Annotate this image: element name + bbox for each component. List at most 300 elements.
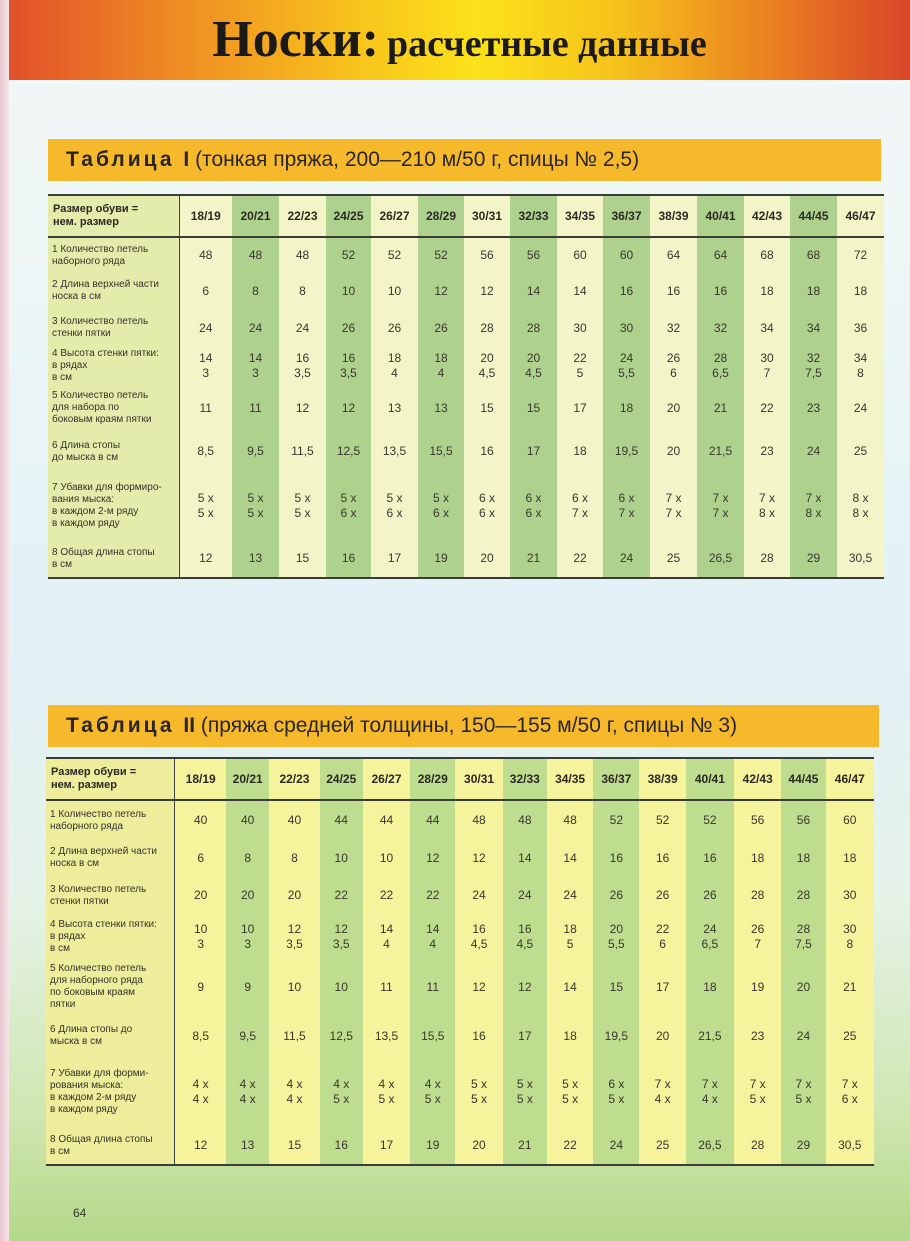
value-cell: 30,5: [826, 1127, 874, 1165]
size-header-cell: 28/29: [418, 195, 464, 237]
value-cell: 56: [510, 237, 557, 273]
value-cell: 48: [232, 237, 279, 273]
value-cell: 20 4,5: [510, 347, 557, 385]
value-cell: 5 x 5 x: [547, 1057, 593, 1127]
row-label: 4 Высота стенки пятки: в рядах в см: [48, 347, 179, 385]
value-cell: 10: [363, 840, 410, 876]
value-cell: 29: [790, 540, 837, 578]
value-cell: 6 x 5 x: [593, 1057, 639, 1127]
value-cell: 7 x 7 x: [650, 472, 697, 540]
value-cell: 12: [455, 840, 502, 876]
value-cell: 24: [455, 876, 502, 915]
table-row: [48, 540, 884, 578]
size-header-cell: 22/23: [269, 758, 319, 800]
value-cell: 60: [557, 237, 603, 273]
row-label: 8 Общая длина стопы в см: [48, 540, 179, 578]
value-cell: 8: [232, 273, 279, 309]
value-cell: 34 8: [837, 347, 884, 385]
value-cell: 17: [510, 431, 557, 472]
value-cell: 17: [363, 1127, 410, 1165]
value-cell: 19: [734, 959, 781, 1015]
table-1-roman: I: [183, 148, 190, 171]
value-cell: 16 4,5: [455, 915, 502, 959]
table-2: [46, 757, 874, 1166]
value-cell: 14 4: [363, 915, 410, 959]
value-cell: 18: [826, 840, 874, 876]
value-cell: 26: [686, 876, 734, 915]
value-cell: 5 x 5 x: [232, 472, 279, 540]
value-cell: 15: [269, 1127, 319, 1165]
value-cell: 7 x 4 x: [639, 1057, 685, 1127]
value-cell: 24 6,5: [686, 915, 734, 959]
value-cell: 52: [593, 800, 639, 840]
size-header-cell: 40/41: [686, 758, 734, 800]
value-cell: 44: [320, 800, 363, 840]
value-cell: 18 5: [547, 915, 593, 959]
value-cell: 14 3: [232, 347, 279, 385]
value-cell: 12,5: [320, 1015, 363, 1057]
table-2-subtitle: (пряжа средней толщины, 150—155 м/50 г, спицы № 3): [200, 714, 738, 737]
row-label: 7 Убавки для формиро- вания мыска: в каждом 2-м ряду в каждом ряду: [48, 472, 179, 540]
value-cell: 30: [603, 309, 650, 347]
value-cell: 9,5: [226, 1015, 269, 1057]
table-row: [46, 800, 874, 840]
value-cell: 56: [734, 800, 781, 840]
value-cell: 24: [790, 431, 837, 472]
value-cell: 13: [232, 540, 279, 578]
value-cell: 40: [226, 800, 269, 840]
value-cell: 20: [781, 959, 825, 1015]
value-cell: 15: [279, 540, 326, 578]
value-cell: 18 4: [371, 347, 418, 385]
value-cell: 6: [179, 273, 232, 309]
value-cell: 7 x 6 x: [826, 1057, 874, 1127]
value-cell: 44: [410, 800, 455, 840]
row-label: 5 Количество петель для набора по боковым краям пятки: [48, 385, 179, 431]
value-cell: 16: [320, 1127, 363, 1165]
table-row: [46, 1015, 874, 1057]
value-cell: 9: [226, 959, 269, 1015]
value-cell: 8,5: [175, 1015, 226, 1057]
value-cell: 18: [557, 431, 603, 472]
size-header-cell: 28/29: [410, 758, 455, 800]
size-header-cell: 26/27: [371, 195, 418, 237]
value-cell: 7 x 4 x: [686, 1057, 734, 1127]
value-cell: 26: [593, 876, 639, 915]
table-row: [46, 915, 874, 959]
table-row: [46, 1057, 874, 1127]
value-cell: 17: [371, 540, 418, 578]
value-cell: 34: [744, 309, 790, 347]
value-cell: 22: [410, 876, 455, 915]
value-cell: 14: [557, 273, 603, 309]
table-header-row: [48, 195, 884, 237]
value-cell: 32: [650, 309, 697, 347]
table-row: [48, 309, 884, 347]
size-header-cell: 40/41: [697, 195, 744, 237]
value-cell: 8: [269, 840, 319, 876]
value-cell: 18: [781, 840, 825, 876]
value-cell: 22: [557, 540, 603, 578]
value-cell: 28 6,5: [697, 347, 744, 385]
value-cell: 56: [781, 800, 825, 840]
value-cell: 14: [510, 273, 557, 309]
value-cell: 22: [363, 876, 410, 915]
value-cell: 17: [503, 1015, 547, 1057]
row-label: 4 Высота стенки пятки: в рядах в см: [46, 915, 175, 959]
value-cell: 19: [410, 1127, 455, 1165]
value-cell: 6 x 7 x: [603, 472, 650, 540]
value-cell: 26: [371, 309, 418, 347]
value-cell: 9,5: [232, 431, 279, 472]
value-cell: 8,5: [179, 431, 232, 472]
value-cell: 22 6: [639, 915, 685, 959]
value-cell: 26: [326, 309, 371, 347]
value-cell: 8: [226, 840, 269, 876]
row-label: 6 Длина стопы до мыска в см: [48, 431, 179, 472]
value-cell: 14: [547, 840, 593, 876]
value-cell: 6: [175, 840, 226, 876]
value-cell: 11: [363, 959, 410, 1015]
table-header-row: [46, 758, 874, 800]
row-label: 3 Количество петель стенки пятки: [46, 876, 175, 915]
value-cell: 10: [326, 273, 371, 309]
value-cell: 24: [232, 309, 279, 347]
value-cell: 16: [686, 840, 734, 876]
value-cell: 18: [837, 273, 884, 309]
row-label: 3 Количество петель стенки пятки: [48, 309, 179, 347]
value-cell: 48: [179, 237, 232, 273]
size-header-cell: 42/43: [734, 758, 781, 800]
value-cell: 14 4: [410, 915, 455, 959]
value-cell: 12: [503, 959, 547, 1015]
value-cell: 25: [826, 1015, 874, 1057]
value-cell: 24: [279, 309, 326, 347]
value-cell: 15,5: [410, 1015, 455, 1057]
value-cell: 18: [734, 840, 781, 876]
value-cell: 4 x 4 x: [175, 1057, 226, 1127]
page-title: Носки: расчетные данные: [212, 11, 707, 68]
value-cell: 15: [593, 959, 639, 1015]
size-header-cell: 44/45: [790, 195, 837, 237]
value-cell: 5 x 5 x: [179, 472, 232, 540]
value-cell: 10 3: [226, 915, 269, 959]
value-cell: 17: [557, 385, 603, 431]
size-header-label: Размер обуви = нем. размер: [48, 195, 179, 237]
value-cell: 23: [744, 431, 790, 472]
value-cell: 52: [639, 800, 685, 840]
value-cell: 52: [371, 237, 418, 273]
value-cell: 24: [603, 540, 650, 578]
value-cell: 22: [744, 385, 790, 431]
table-row: [46, 840, 874, 876]
value-cell: 21,5: [686, 1015, 734, 1057]
value-cell: 16 4,5: [503, 915, 547, 959]
value-cell: 5 x 5 x: [455, 1057, 502, 1127]
value-cell: 28: [510, 309, 557, 347]
value-cell: 21: [826, 959, 874, 1015]
value-cell: 12,5: [326, 431, 371, 472]
value-cell: 32 7,5: [790, 347, 837, 385]
value-cell: 68: [790, 237, 837, 273]
value-cell: 28: [734, 1127, 781, 1165]
row-label: 6 Длина стопы до мыска в см: [46, 1015, 175, 1057]
value-cell: 14 3: [179, 347, 232, 385]
table-2-label: Таблица: [66, 714, 175, 737]
value-cell: 13,5: [371, 431, 418, 472]
value-cell: 13: [371, 385, 418, 431]
value-cell: 12: [464, 273, 510, 309]
row-label: 2 Длина верхней части носка в см: [46, 840, 175, 876]
value-cell: 20: [455, 1127, 502, 1165]
value-cell: 22 5: [557, 347, 603, 385]
value-cell: 24: [179, 309, 232, 347]
value-cell: 26,5: [686, 1127, 734, 1165]
value-cell: 11,5: [269, 1015, 319, 1057]
value-cell: 7 x 7 x: [697, 472, 744, 540]
size-header-cell: 46/47: [837, 195, 884, 237]
value-cell: 30,5: [837, 540, 884, 578]
size-header-cell: 24/25: [326, 195, 371, 237]
size-header-cell: 26/27: [363, 758, 410, 800]
row-label: 1 Количество петель наборного ряда: [46, 800, 175, 840]
size-header-cell: 34/35: [557, 195, 603, 237]
value-cell: 10: [320, 840, 363, 876]
row-label: 1 Количество петель наборного ряда: [48, 237, 179, 273]
value-cell: 17: [639, 959, 685, 1015]
value-cell: 28: [734, 876, 781, 915]
value-cell: 24 5,5: [603, 347, 650, 385]
value-cell: 64: [650, 237, 697, 273]
size-header-cell: 18/19: [179, 195, 232, 237]
row-label: 2 Длина верхней части носка в см: [48, 273, 179, 309]
value-cell: 12: [410, 840, 455, 876]
table-1-label: Таблица: [66, 148, 175, 171]
value-cell: 30: [557, 309, 603, 347]
value-cell: 52: [326, 237, 371, 273]
value-cell: 16: [593, 840, 639, 876]
value-cell: 16: [464, 431, 510, 472]
value-cell: 20: [269, 876, 319, 915]
size-header-label: Размер обуви = нем. размер: [46, 758, 175, 800]
value-cell: 16: [639, 840, 685, 876]
value-cell: 16 3,5: [279, 347, 326, 385]
value-cell: 4 x 5 x: [410, 1057, 455, 1127]
value-cell: 20: [226, 876, 269, 915]
table-row: [46, 959, 874, 1015]
value-cell: 7 x 8 x: [790, 472, 837, 540]
value-cell: 6 x 7 x: [557, 472, 603, 540]
value-cell: 25: [650, 540, 697, 578]
value-cell: 15,5: [418, 431, 464, 472]
value-cell: 18: [603, 385, 650, 431]
value-cell: 52: [686, 800, 734, 840]
value-cell: 60: [826, 800, 874, 840]
value-cell: 13: [226, 1127, 269, 1165]
table-row: [48, 273, 884, 309]
value-cell: 18: [790, 273, 837, 309]
value-cell: 13,5: [363, 1015, 410, 1057]
value-cell: 48: [455, 800, 502, 840]
value-cell: 24: [781, 1015, 825, 1057]
value-cell: 20: [464, 540, 510, 578]
value-cell: 30 8: [826, 915, 874, 959]
value-cell: 14: [503, 840, 547, 876]
table-row: [46, 1127, 874, 1165]
value-cell: 12: [326, 385, 371, 431]
value-cell: 32: [697, 309, 744, 347]
table-1: [48, 194, 884, 579]
value-cell: 5 x 5 x: [279, 472, 326, 540]
value-cell: 12: [179, 540, 232, 578]
value-cell: 10: [320, 959, 363, 1015]
value-cell: 16 3,5: [326, 347, 371, 385]
value-cell: 4 x 5 x: [320, 1057, 363, 1127]
size-header-cell: 22/23: [279, 195, 326, 237]
value-cell: 36: [837, 309, 884, 347]
value-cell: 14: [547, 959, 593, 1015]
size-header-cell: 38/39: [650, 195, 697, 237]
value-cell: 19,5: [593, 1015, 639, 1057]
value-cell: 12: [418, 273, 464, 309]
value-cell: 8: [279, 273, 326, 309]
value-cell: 5 x 5 x: [503, 1057, 547, 1127]
size-header-cell: 36/37: [603, 195, 650, 237]
value-cell: 11: [410, 959, 455, 1015]
value-cell: 52: [418, 237, 464, 273]
value-cell: 24: [837, 385, 884, 431]
size-header-cell: 42/43: [744, 195, 790, 237]
row-label: 8 Общая длина стопы в см: [46, 1127, 175, 1165]
value-cell: 20: [650, 431, 697, 472]
value-cell: 28: [464, 309, 510, 347]
value-cell: 21: [697, 385, 744, 431]
value-cell: 13: [418, 385, 464, 431]
value-cell: 23: [734, 1015, 781, 1057]
page-number: 64: [73, 1206, 87, 1220]
value-cell: 25: [639, 1127, 685, 1165]
value-cell: 12 3,5: [269, 915, 319, 959]
value-cell: 24: [503, 876, 547, 915]
value-cell: 15: [464, 385, 510, 431]
size-header-cell: 34/35: [547, 758, 593, 800]
table-row: [48, 385, 884, 431]
size-header-cell: 38/39: [639, 758, 685, 800]
value-cell: 30 7: [744, 347, 790, 385]
value-cell: 16: [697, 273, 744, 309]
value-cell: 48: [547, 800, 593, 840]
value-cell: 5 x 6 x: [418, 472, 464, 540]
value-cell: 40: [269, 800, 319, 840]
value-cell: 29: [781, 1127, 825, 1165]
size-header-cell: 36/37: [593, 758, 639, 800]
size-header-cell: 24/25: [320, 758, 363, 800]
size-header-cell: 20/21: [232, 195, 279, 237]
value-cell: 48: [503, 800, 547, 840]
value-cell: 24: [547, 876, 593, 915]
page-spine: [0, 0, 9, 1241]
value-cell: 12 3,5: [320, 915, 363, 959]
table-row: [48, 431, 884, 472]
value-cell: 64: [697, 237, 744, 273]
value-cell: 16: [650, 273, 697, 309]
row-label: 7 Убавки для форми- рования мыска: в каждом 2-м ряду в каждом ряду: [46, 1057, 175, 1127]
value-cell: 26,5: [697, 540, 744, 578]
value-cell: 6 x 6 x: [464, 472, 510, 540]
table-2-roman: II: [183, 714, 196, 737]
value-cell: 60: [603, 237, 650, 273]
value-cell: 7 x 8 x: [744, 472, 790, 540]
value-cell: 12: [455, 959, 502, 1015]
size-header-cell: 20/21: [226, 758, 269, 800]
table-1-title: [48, 139, 881, 181]
size-header-cell: 46/47: [826, 758, 874, 800]
value-cell: 15: [510, 385, 557, 431]
value-cell: 48: [279, 237, 326, 273]
value-cell: 10: [371, 273, 418, 309]
size-header-cell: 30/31: [455, 758, 502, 800]
table-1-subtitle: (тонкая пряжа, 200—210 м/50 г, спицы № 2,5): [195, 148, 640, 171]
value-cell: 16: [455, 1015, 502, 1057]
value-cell: 19: [418, 540, 464, 578]
value-cell: 26: [418, 309, 464, 347]
value-cell: 25: [837, 431, 884, 472]
value-cell: 21,5: [697, 431, 744, 472]
value-cell: 6 x 6 x: [510, 472, 557, 540]
value-cell: 26: [639, 876, 685, 915]
value-cell: 26 6: [650, 347, 697, 385]
value-cell: 20 4,5: [464, 347, 510, 385]
value-cell: 68: [744, 237, 790, 273]
value-cell: 5 x 6 x: [371, 472, 418, 540]
value-cell: 30: [826, 876, 874, 915]
value-cell: 7 x 5 x: [781, 1057, 825, 1127]
size-header-cell: 18/19: [175, 758, 226, 800]
value-cell: 56: [464, 237, 510, 273]
value-cell: 8 x 8 x: [837, 472, 884, 540]
table-row: [48, 347, 884, 385]
value-cell: 24: [593, 1127, 639, 1165]
value-cell: 18: [547, 1015, 593, 1057]
value-cell: 44: [363, 800, 410, 840]
value-cell: 18 4: [418, 347, 464, 385]
value-cell: 19,5: [603, 431, 650, 472]
value-cell: 4 x 4 x: [269, 1057, 319, 1127]
value-cell: 16: [603, 273, 650, 309]
value-cell: 12: [279, 385, 326, 431]
value-cell: 11: [179, 385, 232, 431]
value-cell: 10: [269, 959, 319, 1015]
table-row: [48, 472, 884, 540]
value-cell: 16: [326, 540, 371, 578]
value-cell: 20: [639, 1015, 685, 1057]
value-cell: 4 x 5 x: [363, 1057, 410, 1127]
size-header-cell: 30/31: [464, 195, 510, 237]
value-cell: 20: [175, 876, 226, 915]
value-cell: 5 x 6 x: [326, 472, 371, 540]
page-header: [9, 0, 910, 80]
value-cell: 23: [790, 385, 837, 431]
value-cell: 22: [320, 876, 363, 915]
value-cell: 18: [686, 959, 734, 1015]
value-cell: 9: [175, 959, 226, 1015]
table-row: [48, 237, 884, 273]
value-cell: 10 3: [175, 915, 226, 959]
value-cell: 34: [790, 309, 837, 347]
value-cell: 22: [547, 1127, 593, 1165]
size-header-cell: 32/33: [510, 195, 557, 237]
value-cell: 28: [744, 540, 790, 578]
